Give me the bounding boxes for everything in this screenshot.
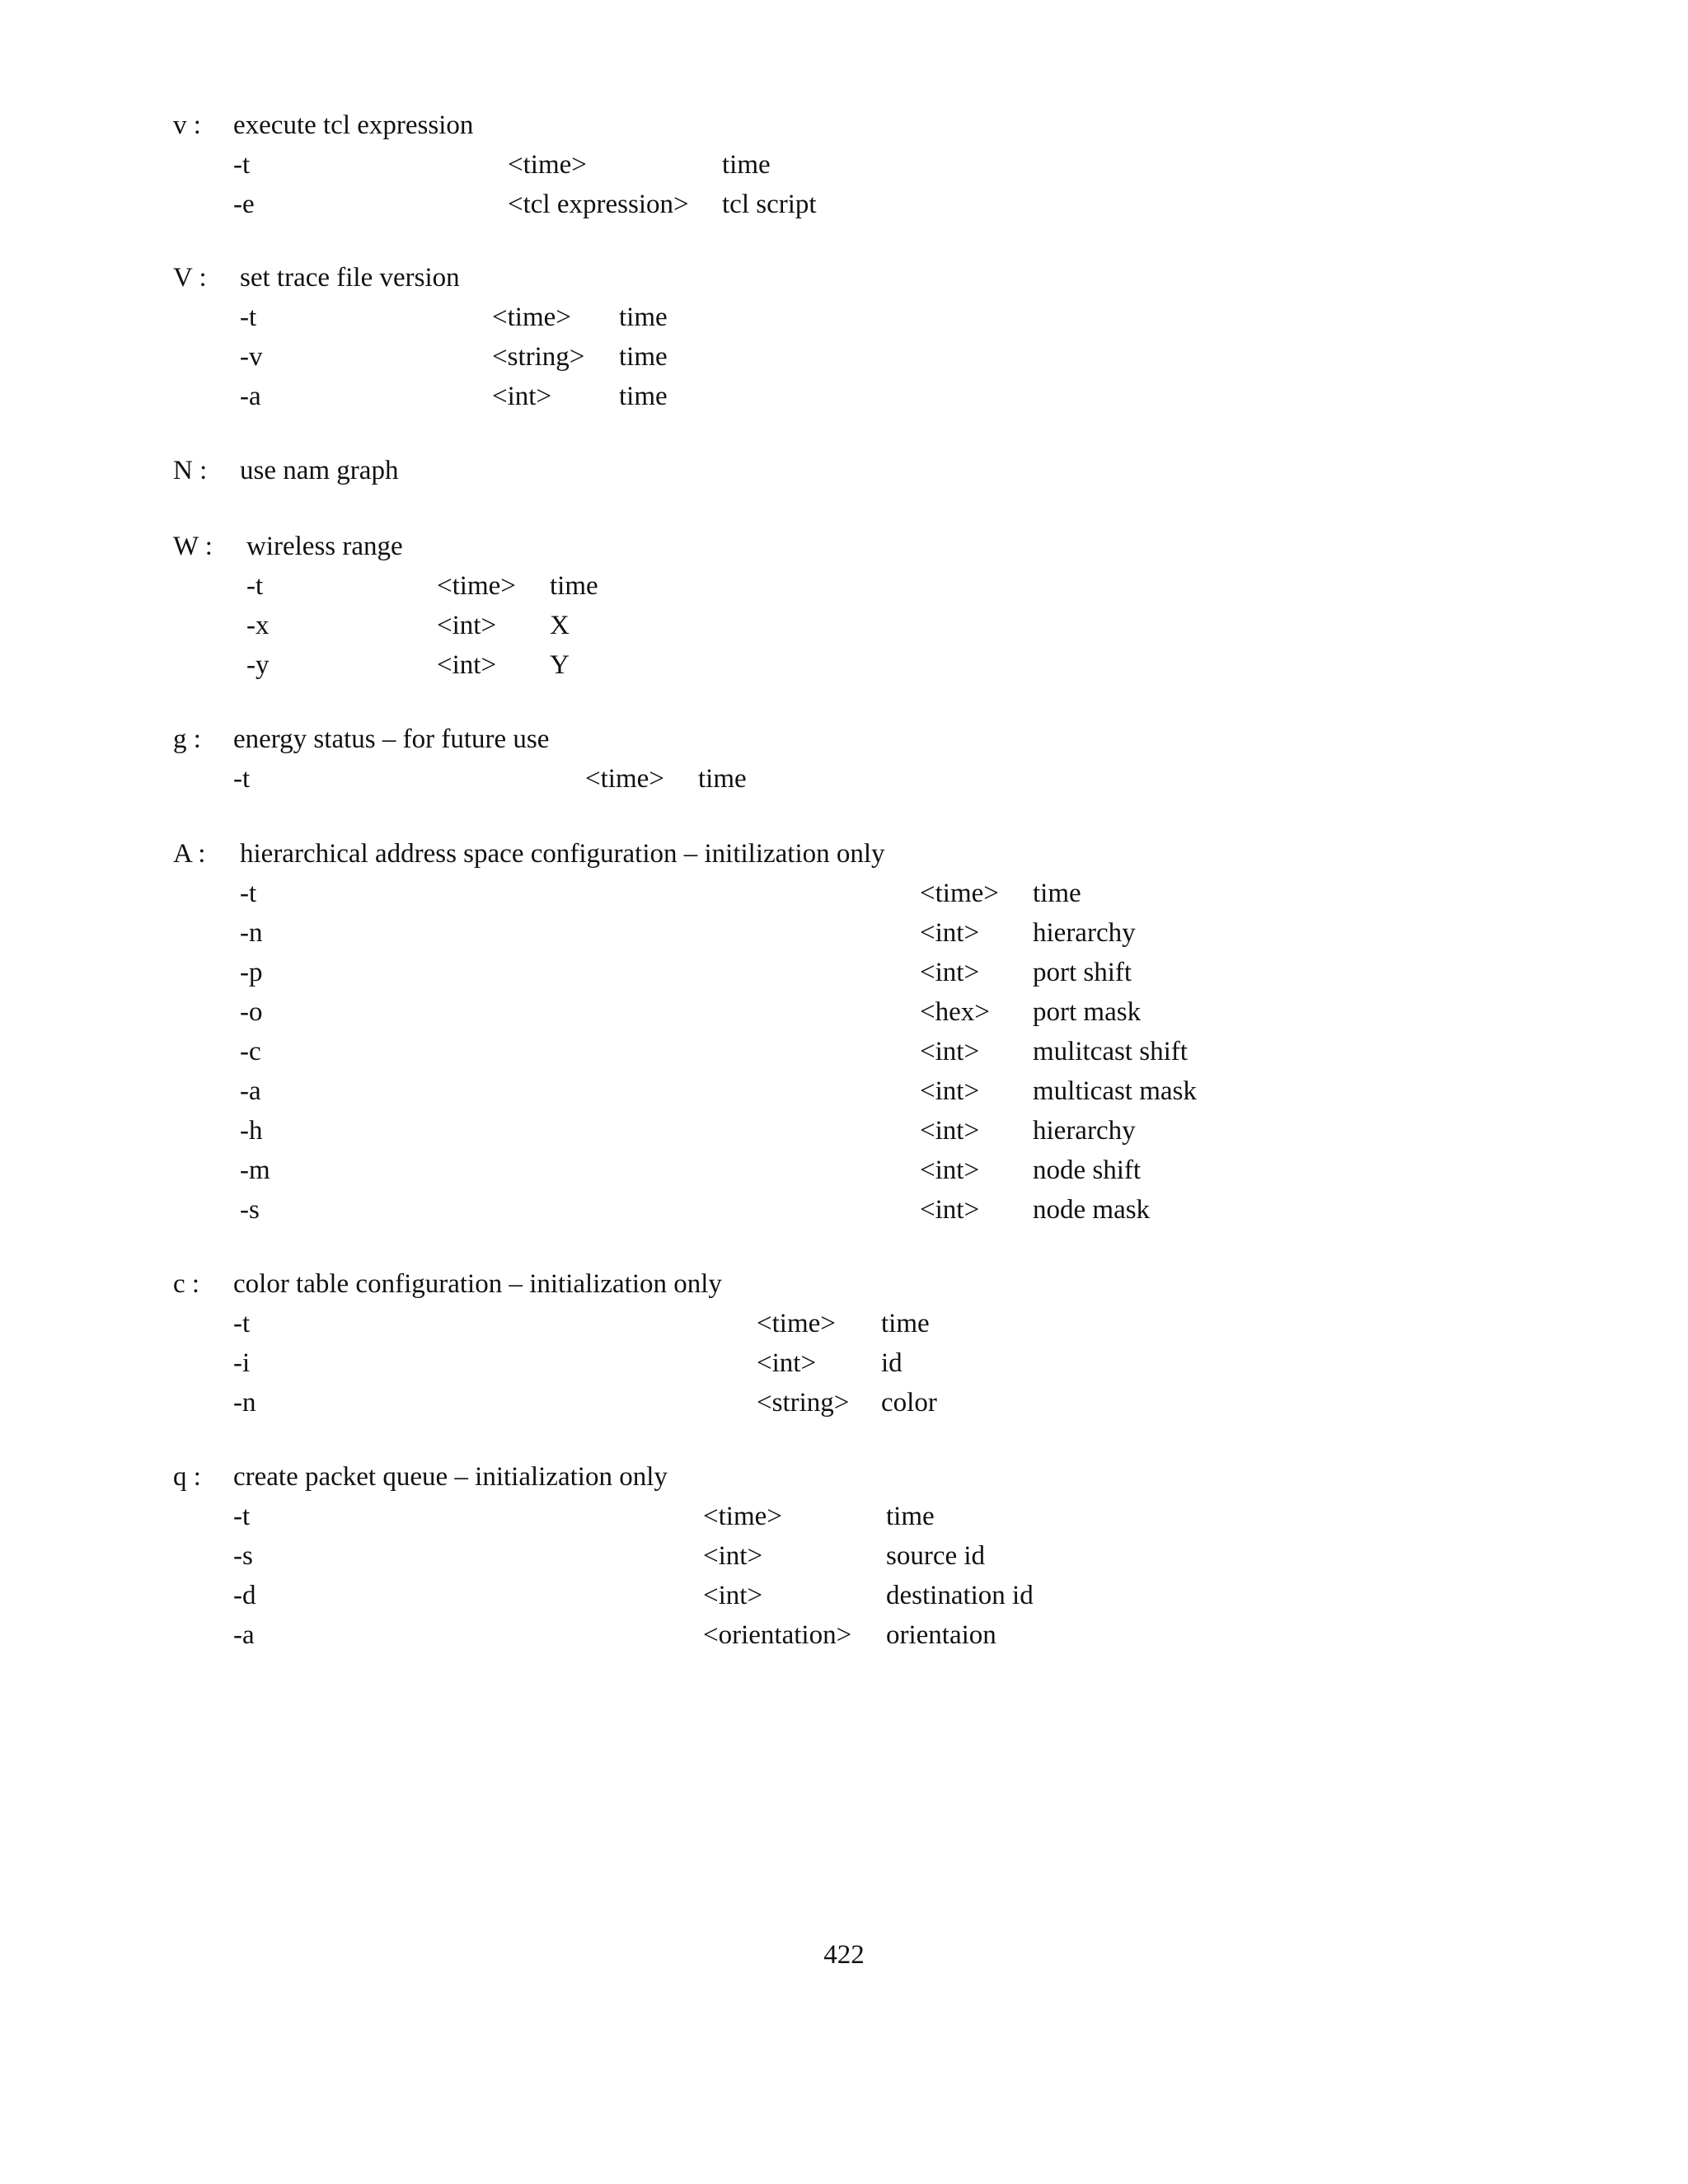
option-description: source id (886, 1541, 986, 1571)
option-type: <int> (920, 918, 980, 948)
option-flag: -t (233, 764, 251, 794)
option-flag: -t (233, 150, 251, 180)
option-description: id (881, 1348, 903, 1378)
option-type: <hex> (920, 997, 990, 1027)
section-code: c : (173, 1269, 200, 1299)
option-description: time (1033, 879, 1081, 908)
option-type: <tcl expression> (508, 190, 689, 219)
option-description: time (698, 764, 747, 794)
section-code: W : (173, 532, 213, 561)
option-flag: -o (240, 997, 263, 1027)
option-type: <int> (920, 1155, 980, 1185)
option-description: color (881, 1388, 937, 1418)
section-code: N : (173, 456, 208, 485)
section-title: execute tcl expression (233, 110, 474, 140)
option-flag: -s (233, 1541, 253, 1571)
option-type: <string> (492, 342, 585, 372)
option-description: hierarchy (1033, 918, 1136, 948)
option-type: <int> (703, 1541, 763, 1571)
section-title: hierarchical address space configuration – initilization only (240, 839, 885, 869)
option-flag: -x (246, 611, 270, 640)
option-description: time (619, 302, 668, 332)
option-type: <int> (920, 1037, 980, 1066)
option-flag: -t (246, 571, 264, 601)
option-type: <time> (508, 150, 587, 180)
option-description: multicast mask (1033, 1076, 1197, 1106)
section-title: use nam graph (240, 456, 399, 485)
option-flag: -a (233, 1620, 255, 1650)
option-type: <int> (920, 958, 980, 987)
section-code: A : (173, 839, 206, 869)
option-type: <int> (437, 650, 497, 680)
section-title: wireless range (246, 532, 403, 561)
option-description: hierarchy (1033, 1116, 1136, 1146)
option-type: <time> (585, 764, 664, 794)
option-flag: -c (240, 1037, 261, 1066)
option-flag: -a (240, 1076, 261, 1106)
option-description: Y (550, 650, 570, 680)
option-type: <int> (920, 1076, 980, 1106)
option-type: <int> (920, 1195, 980, 1225)
option-type: <int> (703, 1581, 763, 1610)
option-type: <string> (757, 1388, 850, 1418)
section-code: q : (173, 1462, 201, 1492)
page-number: 422 (823, 1940, 865, 1970)
option-description: port shift (1033, 958, 1132, 987)
option-type: <int> (437, 611, 497, 640)
section-title: color table configuration – initialization only (233, 1269, 722, 1299)
option-type: <time> (757, 1309, 836, 1338)
option-type: <int> (492, 382, 552, 411)
option-type: <orientation> (703, 1620, 852, 1650)
option-flag: -y (246, 650, 270, 680)
option-description: tcl script (722, 190, 817, 219)
option-description: node shift (1033, 1155, 1142, 1185)
section-code: v : (173, 110, 201, 140)
option-type: <int> (920, 1116, 980, 1146)
section-code: V : (173, 263, 207, 293)
option-flag: -i (233, 1348, 251, 1378)
option-flag: -t (240, 302, 257, 332)
section-title: set trace file version (240, 263, 460, 293)
option-flag: -t (233, 1502, 251, 1531)
option-type: <time> (492, 302, 571, 332)
option-description: destination id (886, 1581, 1034, 1610)
option-type: <int> (757, 1348, 817, 1378)
option-type: <time> (703, 1502, 782, 1531)
option-description: node mask (1033, 1195, 1151, 1225)
option-flag: -v (240, 342, 263, 372)
option-description: time (881, 1309, 930, 1338)
option-description: time (722, 150, 771, 180)
section-title: create packet queue – initialization only (233, 1462, 668, 1492)
option-flag: -p (240, 958, 263, 987)
option-description: X (550, 611, 570, 640)
option-flag: -s (240, 1195, 260, 1225)
option-flag: -t (233, 1309, 251, 1338)
option-description: time (550, 571, 598, 601)
option-description: orientaion (886, 1620, 996, 1650)
option-flag: -a (240, 382, 261, 411)
option-flag: -d (233, 1581, 256, 1610)
option-description: time (619, 382, 668, 411)
option-flag: -m (240, 1155, 270, 1185)
option-flag: -h (240, 1116, 263, 1146)
option-description: port mask (1033, 997, 1142, 1027)
option-type: <time> (437, 571, 516, 601)
option-type: <time> (920, 879, 999, 908)
section-code: g : (173, 724, 201, 754)
option-flag: -e (233, 190, 255, 219)
option-flag: -t (240, 879, 257, 908)
section-title: energy status – for future use (233, 724, 550, 754)
option-description: time (619, 342, 668, 372)
option-description: time (886, 1502, 935, 1531)
option-flag: -n (240, 918, 263, 948)
option-description: mulitcast shift (1033, 1037, 1188, 1066)
option-flag: -n (233, 1388, 256, 1418)
